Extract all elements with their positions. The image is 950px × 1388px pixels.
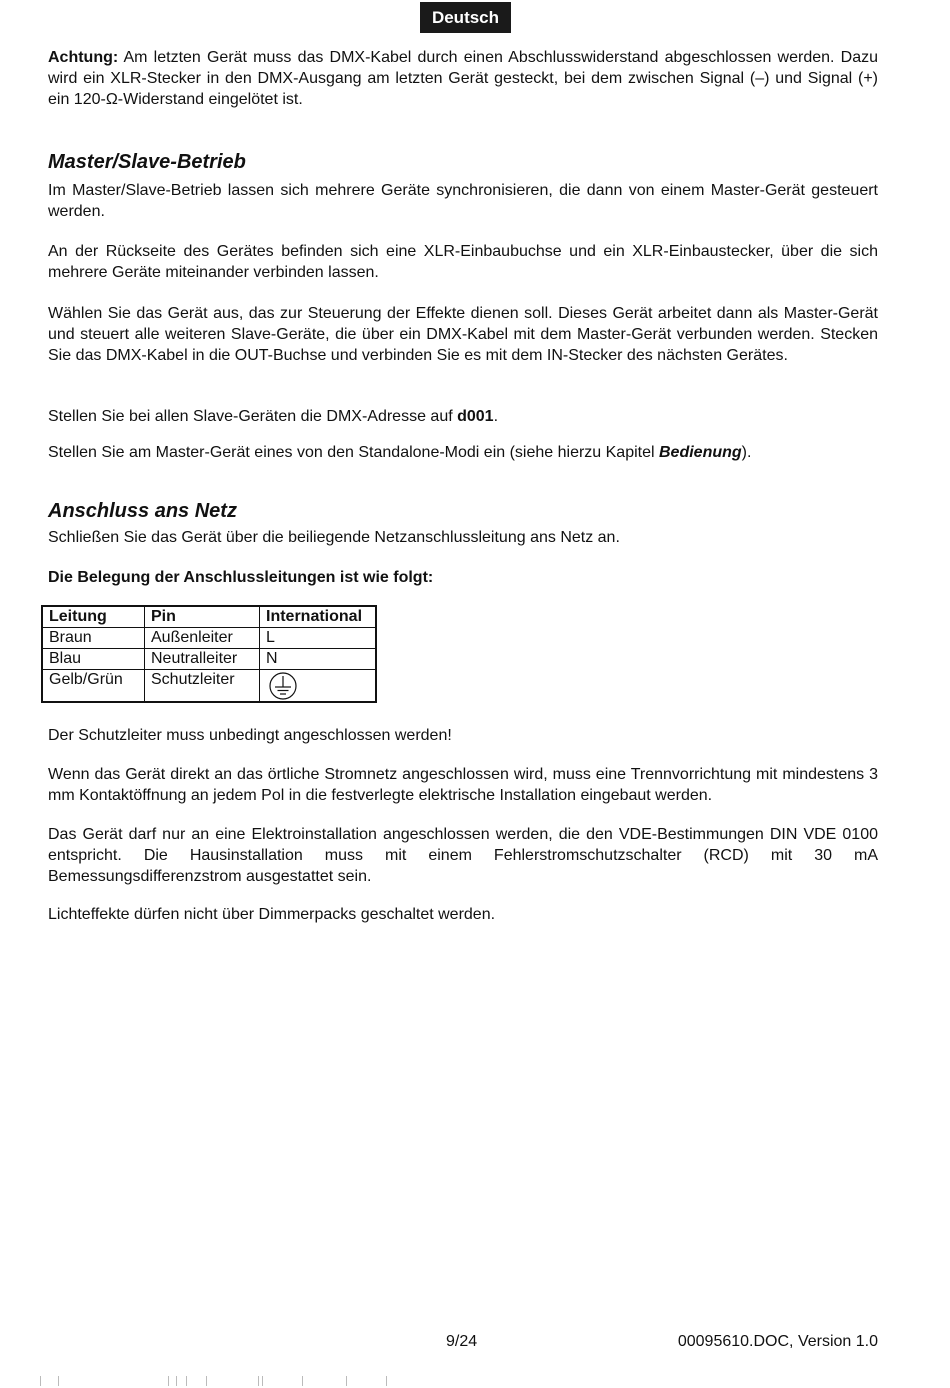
power-section [48, 499, 878, 523]
table-cell: Blau [42, 649, 145, 670]
table-cell: Gelb/Grün [42, 670, 145, 703]
table-row [42, 670, 376, 703]
document-id: 00095610.DOC, Version 1.0 [677, 1333, 878, 1350]
warning-text-1: Am letzten Gerät muss das DMX-Kabel durch einen Abschlusswiderstand abgeschlossen werden. Dazu wird ein XLR-Stecker in den DMX-Ausgang am letzten Gerät gesteckt, bei dem zwischen Signal (–) und Signal (+) ein 120- [48, 49, 878, 108]
warning-label: Achtung: [48, 49, 119, 66]
scan-edge-marks [40, 1376, 400, 1386]
table-intro: Die Belegung der Anschlussleitungen ist wie folgt: [48, 569, 434, 586]
table-row [42, 649, 376, 670]
master-slave-paragraph-3: Wählen Sie das Gerät aus, das zur Steuerung der Effekte dienen soll. Dieses Gerät arbeitet dann als Master-Gerät und steuert alle weiteren Slave-Geräte, die über ein DMX-Kabel mit dem Master-Gerät verbunden werden. Stecken Sie das DMX-Kabel in die OUT-Buchse und verbinden Sie es mit dem IN-Stecker des nächsten Gerätes. [48, 305, 878, 364]
master-slave-section [48, 150, 878, 174]
power-paragraph-4: Das Gerät darf nur an eine Elektroinstallation angeschlossen werden, die den VDE-Bestimmungen DIN VDE 0100 entspricht. Die Hausinstallation muss mit einem Fehlerstromschutzschalter (RCD) mit 30 mA Bemessungsdifferenzstrom ausgestattet sein. [48, 826, 878, 885]
master-slave-paragraph-2: An der Rückseite des Gerätes befinden sich eine XLR-Einbaubuchse und ein XLR-Einbaustecker, über die sich mehrere Geräte miteinander verbinden lassen. [48, 243, 878, 281]
table-row [42, 628, 376, 649]
power-paragraph-3: Wenn das Gerät direkt an das örtliche Stromnetz angeschlossen wird, muss eine Trennvorrichtung mit mindestens 3 mm Kontaktöffnung an jedem Pol in die festverlegte elektrische Installation eingebaut werden. [48, 766, 878, 804]
power-paragraph-1: Schließen Sie das Gerät über die beiliegende Netzanschlussleitung ans Netz an. [48, 529, 620, 546]
table-cell: Außenleiter [145, 628, 260, 649]
master-slave-paragraph-1: Im Master/Slave-Betrieb lassen sich mehrere Geräte synchronisieren, die dann von einem Master-Gerät gesteuert werden. [48, 182, 878, 220]
power-heading: Anschluss ans Netz [48, 500, 237, 522]
master-slave-heading: Master/Slave-Betrieb [48, 151, 246, 173]
table-header-row [42, 606, 376, 628]
warning-note [48, 47, 878, 110]
power-paragraph-2: Der Schutzleiter muss unbedingt angeschlossen werden! [48, 727, 452, 744]
master-slave-paragraph-4: Stellen Sie bei allen Slave-Geräten die DMX-Adresse auf d001. [48, 408, 499, 425]
table-header-cell: Leitung [42, 606, 145, 628]
table-cell: L [260, 628, 377, 649]
page-number: 9/24 [446, 1333, 478, 1350]
connection-table [41, 605, 377, 703]
table-cell: Braun [42, 628, 145, 649]
table-header-cell: International [260, 606, 377, 628]
ground-symbol-icon [266, 671, 300, 701]
language-badge: Deutsch [420, 2, 511, 33]
table-cell: Schutzleiter [145, 670, 260, 703]
table-cell: Neutralleiter [145, 649, 260, 670]
table-cell [260, 670, 377, 703]
table-cell: N [260, 649, 377, 670]
omega-symbol: Ω [105, 91, 118, 108]
master-slave-paragraph-5: Stellen Sie am Master-Gerät eines von den Standalone-Modi ein (siehe hierzu Kapitel Bedienung). [48, 444, 752, 461]
table-header-cell: Pin [145, 606, 260, 628]
warning-text-2: -Widerstand eingelötet ist. [117, 91, 303, 108]
power-paragraph-5: Lichteffekte dürfen nicht über Dimmerpacks geschaltet werden. [48, 906, 496, 923]
